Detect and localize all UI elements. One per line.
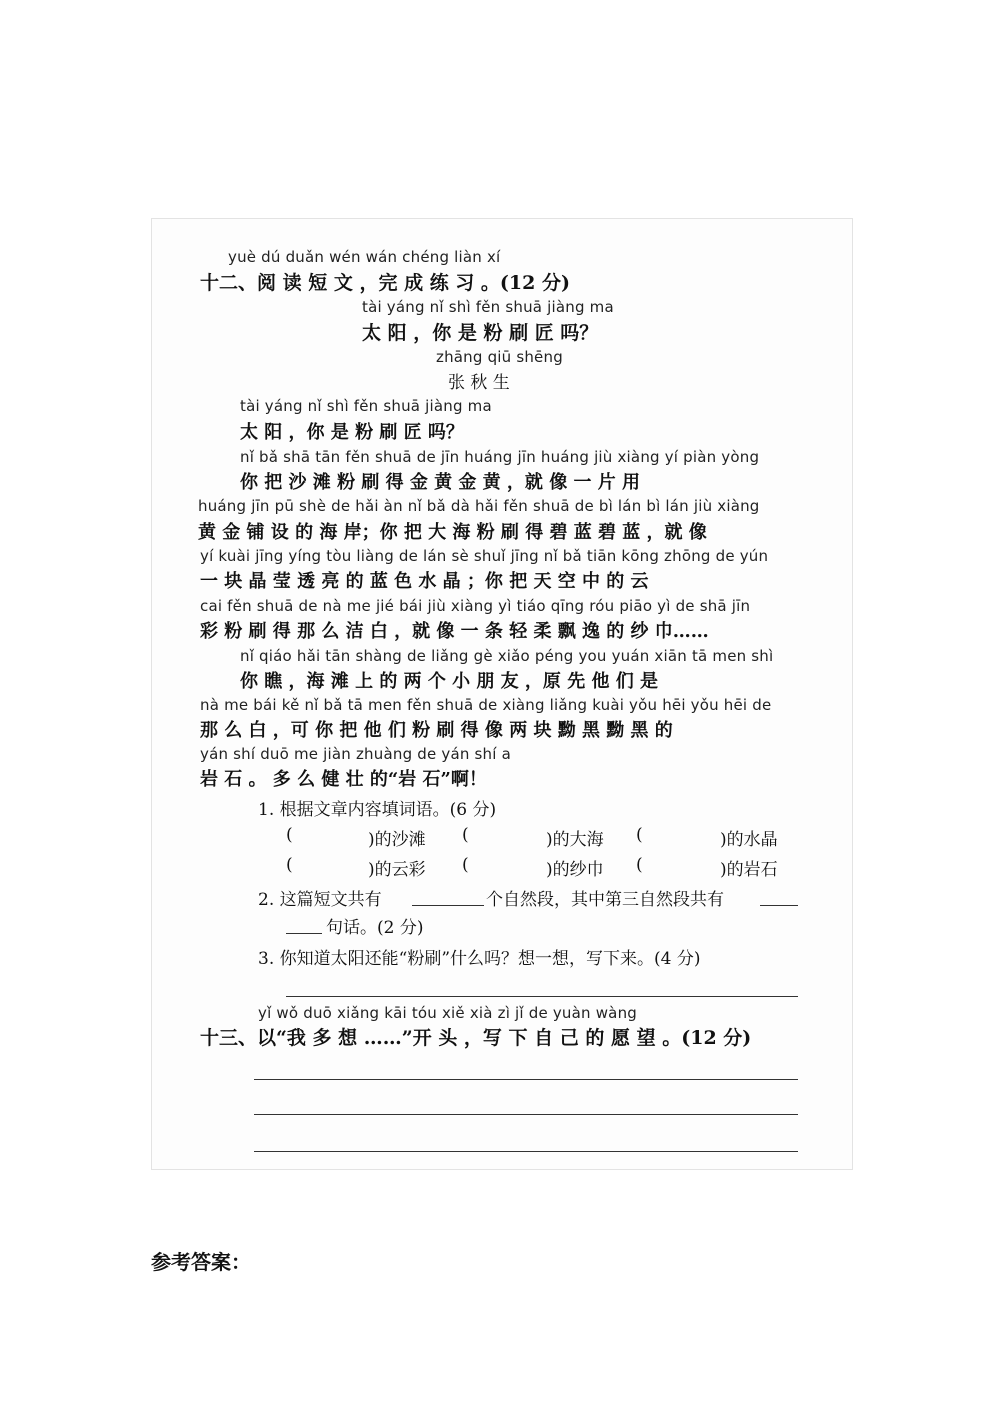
q1-option: )的云彩	[368, 860, 426, 880]
passage-line-pinyin: cai fěn shuā de nà me jié bái jiù xiàng yì tiáo qīng róu piāo yì de shā jīn	[200, 597, 751, 615]
q1-option: )的沙滩	[368, 830, 426, 850]
question-2-part-b: 个自然段，其中第三自然段共有	[486, 890, 724, 910]
passage-line-text: 岩 石 。 多 么 健 壮 的“岩 石”啊！	[200, 769, 487, 790]
q1-option: )的水晶	[720, 830, 778, 850]
q1-open-paren: (	[462, 855, 469, 875]
passage-line-text: 那 么 白 ，可 你 把 他 们 粉 刷 得 像 两 块 黝 黑 黝 黑 的	[200, 720, 673, 741]
writing-line[interactable]	[254, 1113, 798, 1115]
q2-blank-sentence-count-cont[interactable]	[286, 932, 322, 934]
q3-answer-line[interactable]	[286, 995, 798, 997]
q1-open-paren: (	[636, 855, 643, 875]
question-1: 1. 根据文章内容填词语。(6 分)	[258, 800, 497, 820]
q1-open-paren: (	[636, 825, 643, 845]
q1-open-paren: (	[462, 825, 469, 845]
passage-line-pinyin: yán shí duō me jiàn zhuàng de yán shí a	[200, 745, 511, 763]
question-3: 3. 你知道太阳还能“粉刷”什么吗？想一想，写下来。(4 分)	[258, 949, 701, 969]
q1-option: )的纱巾	[546, 860, 604, 880]
passage-line-text: 黄 金 铺 设 的 海 岸；你 把 大 海 粉 刷 得 碧 蓝 碧 蓝 ，就 像	[198, 522, 707, 543]
answer-key-label: 参考答案：	[151, 1250, 251, 1274]
question-2-part-c: 句话。(2 分)	[326, 918, 424, 938]
passage-line-text: 你 瞧 ，海 滩 上 的 两 个 小 朋 友 ，原 先 他 们 是	[240, 671, 658, 692]
q1-option: )的岩石	[720, 860, 778, 880]
section12-pinyin: yuè dú duǎn wén wán chéng liàn xí	[228, 248, 501, 266]
writing-line[interactable]	[254, 1150, 798, 1152]
writing-line[interactable]	[254, 1078, 798, 1080]
passage-line-pinyin: tài yáng nǐ shì fěn shuā jiàng ma	[240, 397, 492, 415]
passage-line-pinyin: huáng jīn pū shè de hǎi àn nǐ bǎ dà hǎi fěn shuā de bì lán bì lán jiù xiàng	[198, 497, 760, 515]
section12-heading: 十二、阅 读 短 文 ，完 成 练 习 。(12 分)	[200, 272, 570, 294]
section13-pinyin: yǐ wǒ duō xiǎng kāi tóu xiě xià zì jǐ de yuàn wàng	[258, 1004, 637, 1022]
passage-line-pinyin: nǐ qiáo hǎi tān shàng de liǎng gè xiǎo péng you yuán xiān tā men shì	[240, 647, 774, 665]
passage-title: 太 阳 ，你 是 粉 刷 匠 吗？	[362, 322, 599, 344]
question-2-part-a: 2. 这篇短文共有	[258, 890, 382, 910]
q2-blank-sentence-count[interactable]	[760, 904, 798, 906]
passage-title-pinyin: tài yáng nǐ shì fěn shuā jiàng ma	[362, 298, 614, 316]
section13-heading: 十三、以“我 多 想 ……”开 头 ，写 下 自 己 的 愿 望 。(12 分)	[200, 1027, 752, 1049]
passage-line-text: 太 阳 ，你 是 粉 刷 匠 吗？	[240, 422, 464, 443]
passage-line-text: 彩 粉 刷 得 那 么 洁 白 ，就 像 一 条 轻 柔 飘 逸 的 纱 巾……	[200, 621, 709, 642]
passage-line-pinyin: nà me bái kě nǐ bǎ tā men fěn shuā de xiàng liǎng kuài yǒu hēi yǒu hēi de	[200, 696, 772, 714]
q1-option: )的大海	[546, 830, 604, 850]
q1-open-paren: (	[286, 855, 293, 875]
author-pinyin: zhāng qiū shēng	[436, 348, 563, 366]
author-name: 张 秋 生	[448, 373, 510, 393]
passage-line-pinyin: yí kuài jīng yíng tòu liàng de lán sè shuǐ jīng nǐ bǎ tiān kōng zhōng de yún	[200, 547, 769, 565]
passage-line-text: 你 把 沙 滩 粉 刷 得 金 黄 金 黄 ，就 像 一 片 用	[240, 472, 640, 493]
q1-open-paren: (	[286, 825, 293, 845]
q2-blank-paragraph-count[interactable]	[412, 904, 484, 906]
passage-line-pinyin: nǐ bǎ shā tān fěn shuā de jīn huáng jīn huáng jiù xiàng yí piàn yòng	[240, 448, 760, 466]
passage-line-text: 一 块 晶 莹 透 亮 的 蓝 色 水 晶 ；你 把 天 空 中 的 云	[200, 571, 649, 592]
